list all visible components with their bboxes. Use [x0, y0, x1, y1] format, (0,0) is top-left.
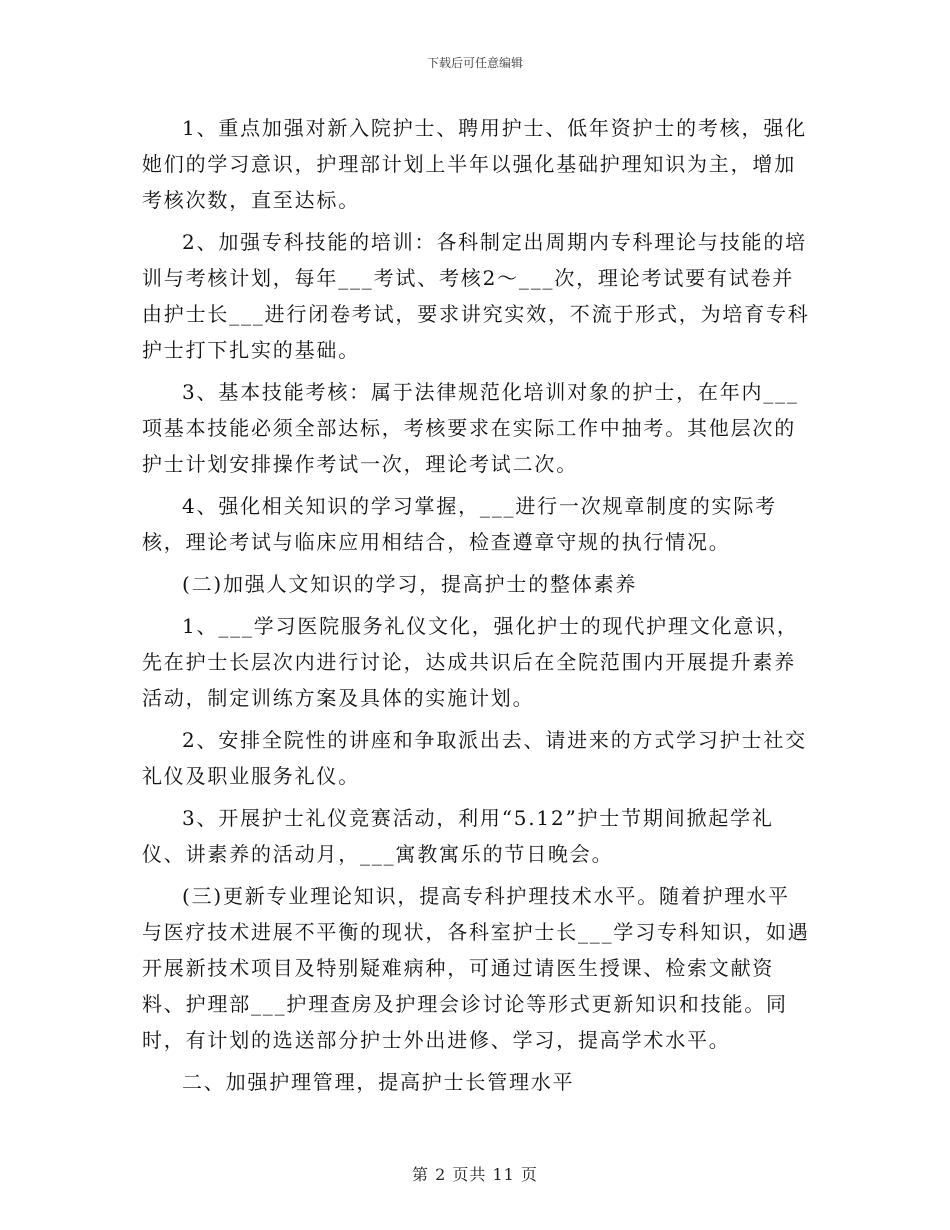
section-heading-nursing-management: 二、加强护理管理，提高护士长管理水平 [182, 1070, 575, 1094]
paragraph-specialty-skill-training: 2、加强专科技能的培训：各科制定出周期内专科理论与技能的培训与考核计划，每年___考试、考核2～___次，理论考试要有试卷并由护士长___进行闭卷考试，要求讲究实效，不流于形式，为培育专科护士打下扎实的基础。 [142, 230, 810, 362]
paragraph-assessment-new-nurses: 1、重点加强对新入院护士、聘用护士、低年资护士的考核，强化她们的学习意识，护理部计划上半年以强化基础护理知识为主，增加考核次数，直至达标。 [142, 116, 807, 212]
page-number: 第 2 页共 11 页 [412, 1165, 538, 1184]
section-update-professional-knowledge: (三)更新专业理论知识，提高专科护理技术水平。随着护理水平与医疗技术进展不平衡的现状，各科室护士长___学习专科知识，如遇开展新技术项目及特别疑难病种，可通过请医生授课、检索文献资料、护理部___护理查房及护理会诊讨论等形式更新知识和技能。同时，有计划的选送部分护士外出进修、学习，提高学术水平。 [142, 884, 810, 1052]
paragraph-etiquette-competition: 3、开展护士礼仪竞赛活动，利用“5.12”护士节期间掀起学礼仪、讲素养的活动月，___寓教寓乐的节日晚会。 [142, 806, 774, 866]
paragraph-related-knowledge: 4、强化相关知识的学习掌握，___进行一次规章制度的实际考核，理论考试与临床应用相结合，检查遵章守规的执行情况。 [142, 494, 777, 554]
paragraph-etiquette-culture: 1、___学习医院服务礼仪文化，强化护士的现代护理文化意识，先在护士长层次内进行讨论，达成共识后在全院范围内开展提升素养活动，制定训练方案及具体的实施计划。 [142, 614, 799, 710]
header-note: 下载后可任意编辑 [426, 56, 523, 70]
section-heading-humanities: (二)加强人文知识的学习，提高护士的整体素养 [182, 572, 638, 596]
paragraph-basic-skill-assessment: 3、基本技能考核：属于法律规范化培训对象的护士，在年内___项基本技能必须全部达标，考核要求在实际工作中抽考。其他层次的护士计划安排操作考试一次，理论考试二次。 [142, 380, 799, 476]
document-body [142, 110, 810, 1106]
paragraph-lectures: 2、安排全院性的讲座和争取派出去、请进来的方式学习护士社交礼仪及职业服务礼仪。 [142, 728, 807, 788]
